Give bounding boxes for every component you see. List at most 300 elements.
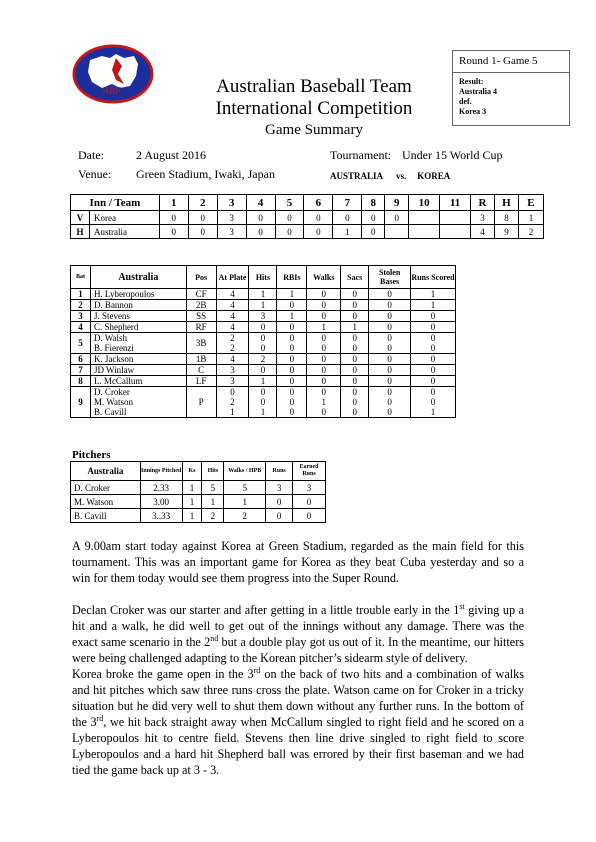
stat-value: 0 <box>321 354 327 364</box>
stat-sb <box>369 300 411 311</box>
inning-score: 0 <box>188 225 217 239</box>
stat-value: 0 <box>430 354 436 364</box>
stat-runs <box>411 354 456 365</box>
stat-value: 0 <box>387 343 392 353</box>
innings-pitched: 3.00 <box>140 495 182 509</box>
runs: 0 <box>266 495 293 509</box>
narrative-text: , we hit back straight away when McCallum singled to right field and he scored on a Lyberopoulos hit to centre field. Stevens then line drive singled to right field to score Lyberopoulos and a hard hit Shepherd ball was errored by their first baseman and we had tied the game back up at 3 - 3. <box>72 715 524 777</box>
player-name: JD Winlaw <box>93 365 135 375</box>
inning-score: 0 <box>246 225 275 239</box>
stat-sb <box>369 333 411 354</box>
stat-ab <box>216 387 249 418</box>
stat-rbis <box>277 387 307 418</box>
stat-ab <box>216 354 249 365</box>
earned-runs: 0 <box>293 509 326 523</box>
inning-score: 0 <box>188 211 217 225</box>
stat-value: 0 <box>321 365 327 375</box>
runs-header: R <box>471 195 495 211</box>
team-name: Korea <box>89 211 159 225</box>
batting-row <box>71 365 456 376</box>
player-name: B. Fierenzi <box>93 343 134 353</box>
stat-sacs <box>341 365 369 376</box>
runs-header: Runs Scored <box>411 266 456 289</box>
pitching-table <box>70 461 326 523</box>
stat-value: 0 <box>289 354 295 364</box>
stat-value: 0 <box>430 397 436 407</box>
narrative-paragraph <box>72 538 524 586</box>
walks-header: Walks / HPB <box>224 462 266 481</box>
stat-value: 0 <box>289 397 295 407</box>
pos-header: Pos <box>186 266 216 289</box>
stat-walks <box>307 322 341 333</box>
linescore-header-row <box>71 195 544 211</box>
runs: 0 <box>266 509 293 523</box>
batting-order: 7 <box>71 365 91 376</box>
stat-value: 1 <box>321 322 327 332</box>
batting-order: 9 <box>71 387 91 418</box>
stat-value: 0 <box>387 333 392 343</box>
player-names <box>90 311 186 322</box>
hits: 5 <box>202 481 224 495</box>
stat-value: 0 <box>387 300 392 310</box>
stat-value: 0 <box>321 387 327 397</box>
stat-value: 4 <box>230 300 235 310</box>
team-header: Australia <box>90 266 186 289</box>
stat-sb <box>369 311 411 322</box>
player-name: M. Watson <box>93 397 134 407</box>
stat-rbis <box>277 354 307 365</box>
inning-header: 7 <box>333 195 362 211</box>
pitcher-name: M. Watson <box>71 495 141 509</box>
hits: 2 <box>202 509 224 523</box>
batting-table <box>70 265 456 418</box>
rbis-header: RBIs <box>277 266 307 289</box>
narrative-paragraph <box>72 602 524 666</box>
position: 3B <box>186 333 216 354</box>
stat-value: 0 <box>289 343 295 353</box>
stat-hits <box>249 300 277 311</box>
stat-value: 0 <box>230 387 235 397</box>
inning-header: 4 <box>246 195 275 211</box>
pitcher-name: B. Cavill <box>71 509 141 523</box>
inning-header: 2 <box>188 195 217 211</box>
ordinal-suffix: nd <box>210 633 219 643</box>
strikeouts: 1 <box>182 481 202 495</box>
batting-row <box>71 387 456 418</box>
stat-hits <box>249 376 277 387</box>
player-name: H. Lyberopoulos <box>93 289 155 299</box>
ordinal-suffix: rd <box>253 665 261 675</box>
stat-rbis <box>277 289 307 300</box>
batting-row <box>71 289 456 300</box>
hits-header: H <box>494 195 518 211</box>
stat-value: 4 <box>230 354 235 364</box>
stat-value: 0 <box>430 343 436 353</box>
stat-value: 0 <box>430 376 436 386</box>
stat-value: 0 <box>387 311 392 321</box>
stat-rbis <box>277 376 307 387</box>
stat-walks <box>307 354 341 365</box>
stat-walks <box>307 387 341 418</box>
stat-value: 0 <box>352 365 357 375</box>
stat-value: 0 <box>321 376 327 386</box>
stat-hits <box>249 289 277 300</box>
stat-sacs <box>341 322 369 333</box>
date-label: Date: <box>78 148 104 162</box>
total-runs: 4 <box>471 225 495 239</box>
stat-value: 0 <box>289 300 295 310</box>
stat-ab <box>216 376 249 387</box>
page-subtitle: Game Summary <box>265 122 363 138</box>
abf-logo <box>72 44 154 104</box>
narrative-text: but a double play got us out of it. In the meantime, our hitters were being challenged adapting to the Korean pitcher’s sidearm style of delivery. <box>72 635 524 665</box>
position: RF <box>186 322 216 333</box>
stat-ab <box>216 333 249 354</box>
inning-score: 3 <box>217 211 246 225</box>
stat-value: 1 <box>260 300 266 310</box>
batting-row <box>71 376 456 387</box>
inning-score: 0 <box>304 211 333 225</box>
batting-row <box>71 300 456 311</box>
pitching-header-row <box>71 462 326 481</box>
narrative-paragraph <box>72 666 524 778</box>
team-name: Australia <box>89 225 159 239</box>
stat-value: 0 <box>352 397 357 407</box>
player-name: J. Stevens <box>93 311 130 321</box>
stat-ab <box>216 322 249 333</box>
position: C <box>186 365 216 376</box>
inning-score: 0 <box>159 211 188 225</box>
earned-runs: 3 <box>293 481 326 495</box>
stat-value: 4 <box>230 322 235 332</box>
stat-ab <box>216 365 249 376</box>
stat-value: 1 <box>321 397 327 407</box>
stat-sb <box>369 376 411 387</box>
stat-value: 1 <box>289 289 295 299</box>
stat-value: 0 <box>321 343 327 353</box>
hits-header: Hits <box>249 266 277 289</box>
stat-ab <box>216 289 249 300</box>
inning-score: 3 <box>217 225 246 239</box>
pitcher-row <box>71 495 326 509</box>
stat-value: 3 <box>230 365 235 375</box>
batting-order: 2 <box>71 300 91 311</box>
stat-value: 1 <box>260 289 266 299</box>
er-header: Earned Runs <box>293 462 326 481</box>
inning-score: 0 <box>275 211 304 225</box>
position: P <box>186 387 216 418</box>
inning-score: 1 <box>333 225 362 239</box>
inning-score: 0 <box>362 211 385 225</box>
title-line-2: International Competition <box>215 98 413 119</box>
pitchers-title: Pitchers <box>72 449 111 461</box>
player-name: D. Walsh <box>93 333 128 343</box>
stat-value: 0 <box>430 322 436 332</box>
stat-value: 1 <box>430 407 436 417</box>
inning-header: 6 <box>304 195 333 211</box>
stat-sacs <box>341 354 369 365</box>
stat-rbis <box>277 333 307 354</box>
logo-text: ABF <box>102 86 122 97</box>
stat-walks <box>307 300 341 311</box>
stat-sb <box>369 354 411 365</box>
stat-sacs <box>341 387 369 418</box>
inning-header: 1 <box>159 195 188 211</box>
stat-walks <box>307 333 341 354</box>
result-block <box>453 73 569 121</box>
pitcher-row <box>71 481 326 495</box>
stat-runs <box>411 289 456 300</box>
stat-value: 0 <box>387 397 392 407</box>
ks-header: Ks <box>182 462 202 481</box>
sb-header: Stolen Bases <box>369 266 411 289</box>
stat-value: 0 <box>260 343 266 353</box>
position: 1B <box>186 354 216 365</box>
narrative-text: giving up a hit and a walk, he did well to get out of the innings without any damage. There was the exact same scenario in the 2 <box>72 603 524 649</box>
ordinal-suffix: st <box>459 601 465 611</box>
stat-walks <box>307 311 341 322</box>
total-errors: 1 <box>518 211 543 225</box>
stat-runs <box>411 322 456 333</box>
stat-sacs <box>341 333 369 354</box>
stat-value: 0 <box>352 311 357 321</box>
venue-label: Venue: <box>78 167 112 181</box>
stat-hits <box>249 354 277 365</box>
position: LF <box>186 376 216 387</box>
errors-header: E <box>518 195 543 211</box>
position: CF <box>186 289 216 300</box>
stat-sb <box>369 387 411 418</box>
strikeouts: 1 <box>182 495 202 509</box>
stat-value: 0 <box>289 376 295 386</box>
inning-header: 5 <box>275 195 304 211</box>
inning-score <box>440 225 471 239</box>
stat-runs <box>411 387 456 418</box>
inning-score <box>409 225 440 239</box>
stat-runs <box>411 300 456 311</box>
narrative-text: Korea broke the game open in the 3 <box>72 667 254 681</box>
player-name: D. Bannon <box>93 300 133 310</box>
side-label: V <box>71 211 90 225</box>
linescore-table <box>70 194 544 239</box>
pitcher-name: D. Croker <box>71 481 141 495</box>
inning-score <box>409 211 440 225</box>
stat-value: 0 <box>352 333 357 343</box>
walks-header: Walks <box>307 266 341 289</box>
strikeouts: 1 <box>182 509 202 523</box>
bat-header: Bat <box>71 266 91 289</box>
stat-value: 1 <box>430 289 436 299</box>
pitcher-row <box>71 509 326 523</box>
innings-pitched: 2.33 <box>140 481 182 495</box>
stat-value: 1 <box>230 407 235 417</box>
player-name: C. Shepherd <box>93 322 139 332</box>
inning-score: 0 <box>304 225 333 239</box>
total-hits: 8 <box>494 211 518 225</box>
stat-value: 0 <box>289 365 295 375</box>
inning-header: 8 <box>362 195 385 211</box>
inning-score <box>385 225 409 239</box>
stat-value: 0 <box>352 300 357 310</box>
batting-order: 3 <box>71 311 91 322</box>
round-title: Round 1- Game 5 <box>453 51 569 73</box>
stat-value: 0 <box>321 407 327 417</box>
walks: 1 <box>224 495 266 509</box>
inning-header: 11 <box>440 195 471 211</box>
stat-sacs <box>341 311 369 322</box>
inning-header: 9 <box>385 195 409 211</box>
player-names <box>90 354 186 365</box>
tournament-value: Under 15 World Cup <box>402 148 503 162</box>
sacs-header: Sacs <box>341 266 369 289</box>
stat-value: 0 <box>289 322 295 332</box>
player-names <box>90 322 186 333</box>
tournament-label: Tournament: <box>330 148 392 162</box>
stat-value: 0 <box>387 407 392 417</box>
stat-sacs <box>341 300 369 311</box>
stat-rbis <box>277 365 307 376</box>
result-label: Result: <box>459 77 484 86</box>
stat-value: 0 <box>260 365 266 375</box>
stat-rbis <box>277 322 307 333</box>
narrative-text: A 9.00am start today against Korea at Green Stadium, regarded as the main field for this tournament. This was an important game for Korea as they beat Cuba yesterday and so a win for them today would see them progress into the Super Round. <box>72 539 524 585</box>
batting-order: 6 <box>71 354 91 365</box>
stat-value: 0 <box>387 365 392 375</box>
stat-value: 0 <box>387 376 392 386</box>
total-hits: 9 <box>494 225 518 239</box>
inning-header: 3 <box>217 195 246 211</box>
stat-rbis <box>277 300 307 311</box>
inning-score: 0 <box>275 225 304 239</box>
innings-pitched: 3..33 <box>140 509 182 523</box>
inning-header: 10 <box>409 195 440 211</box>
earned-runs: 0 <box>293 495 326 509</box>
inn-team-header: Inn / Team <box>71 195 160 211</box>
stat-value: 0 <box>289 387 295 397</box>
stat-value: 3 <box>230 376 235 386</box>
ab-header: At Plate <box>216 266 249 289</box>
inning-score: 0 <box>385 211 409 225</box>
player-name: K. Jackson <box>93 354 134 364</box>
runs-header: Runs <box>266 462 293 481</box>
batting-header-row <box>71 266 456 289</box>
stat-value: 4 <box>230 289 235 299</box>
stat-value: 0 <box>321 300 327 310</box>
hits: 1 <box>202 495 224 509</box>
batting-row <box>71 333 456 354</box>
stat-runs <box>411 365 456 376</box>
player-name: B. Cavill <box>93 407 127 417</box>
stat-value: 0 <box>321 311 327 321</box>
inning-score: 0 <box>159 225 188 239</box>
stat-value: 1 <box>260 376 266 386</box>
player-name: L. McCallum <box>93 376 143 386</box>
player-names <box>90 300 186 311</box>
stat-value: 0 <box>352 387 357 397</box>
stat-value: 2 <box>230 397 235 407</box>
title-block <box>170 76 458 120</box>
stat-sb <box>369 365 411 376</box>
stat-value: 0 <box>387 387 392 397</box>
batting-order: 8 <box>71 376 91 387</box>
narrative-text: on the back of two hits and a combination of walks and hit pitches which saw three runs cross the plate. Watson came on for Croker in a tricky situation but he did very well to shut them down without any further runs. In the bottom of the 3 <box>72 667 524 729</box>
stat-value: 0 <box>352 407 357 417</box>
stat-value: 0 <box>352 354 357 364</box>
stat-value: 0 <box>321 333 327 343</box>
total-errors: 2 <box>518 225 543 239</box>
stat-value: 0 <box>289 333 295 343</box>
stat-runs <box>411 311 456 322</box>
stat-value: 0 <box>387 354 392 364</box>
result-line: def. <box>459 97 472 106</box>
stat-value: 0 <box>260 387 266 397</box>
stat-value: 1 <box>289 311 295 321</box>
stat-ab <box>216 300 249 311</box>
player-names <box>90 376 186 387</box>
player-names <box>90 365 186 376</box>
side-label: H <box>71 225 90 239</box>
stat-sacs <box>341 289 369 300</box>
stat-walks <box>307 365 341 376</box>
position: SS <box>186 311 216 322</box>
batting-row <box>71 311 456 322</box>
batting-order: 5 <box>71 333 91 354</box>
vs-label: vs. <box>396 171 407 181</box>
stat-hits <box>249 311 277 322</box>
stat-rbis <box>277 311 307 322</box>
round-result-box <box>452 50 570 126</box>
stat-value: 0 <box>321 289 327 299</box>
stat-value: 1 <box>430 300 436 310</box>
batting-order: 1 <box>71 289 91 300</box>
player-names <box>90 333 186 354</box>
stat-walks <box>307 376 341 387</box>
home-team: AUSTRALIA <box>330 171 384 181</box>
title-line-1: Australian Baseball Team <box>216 76 412 97</box>
inning-score: 0 <box>333 211 362 225</box>
player-names <box>90 387 186 418</box>
stat-value: 3 <box>260 311 266 321</box>
stat-value: 2 <box>260 354 266 364</box>
stat-value: 0 <box>289 407 295 417</box>
stat-value: 0 <box>352 376 357 386</box>
inning-score: 0 <box>246 211 275 225</box>
stat-hits <box>249 322 277 333</box>
stat-hits <box>249 333 277 354</box>
stat-value: 0 <box>387 289 392 299</box>
ordinal-suffix: rd <box>96 713 104 723</box>
inning-score: 0 <box>362 225 385 239</box>
stat-value: 0 <box>387 322 392 332</box>
stat-value: 0 <box>352 343 357 353</box>
stat-value: 0 <box>352 289 357 299</box>
stat-sb <box>369 289 411 300</box>
walks: 2 <box>224 509 266 523</box>
runs: 3 <box>266 481 293 495</box>
inning-score <box>440 211 471 225</box>
stat-hits <box>249 365 277 376</box>
batting-row <box>71 354 456 365</box>
team-header: Australia <box>71 462 141 481</box>
batting-order: 4 <box>71 322 91 333</box>
stat-runs <box>411 376 456 387</box>
stat-sacs <box>341 376 369 387</box>
stat-value: 1 <box>260 407 266 417</box>
stat-ab <box>216 311 249 322</box>
venue-value: Green Stadium, Iwaki, Japan <box>136 167 275 181</box>
narrative-text: Declan Croker was our starter and after getting in a little trouble early in the 1 <box>72 603 460 617</box>
total-runs: 3 <box>471 211 495 225</box>
